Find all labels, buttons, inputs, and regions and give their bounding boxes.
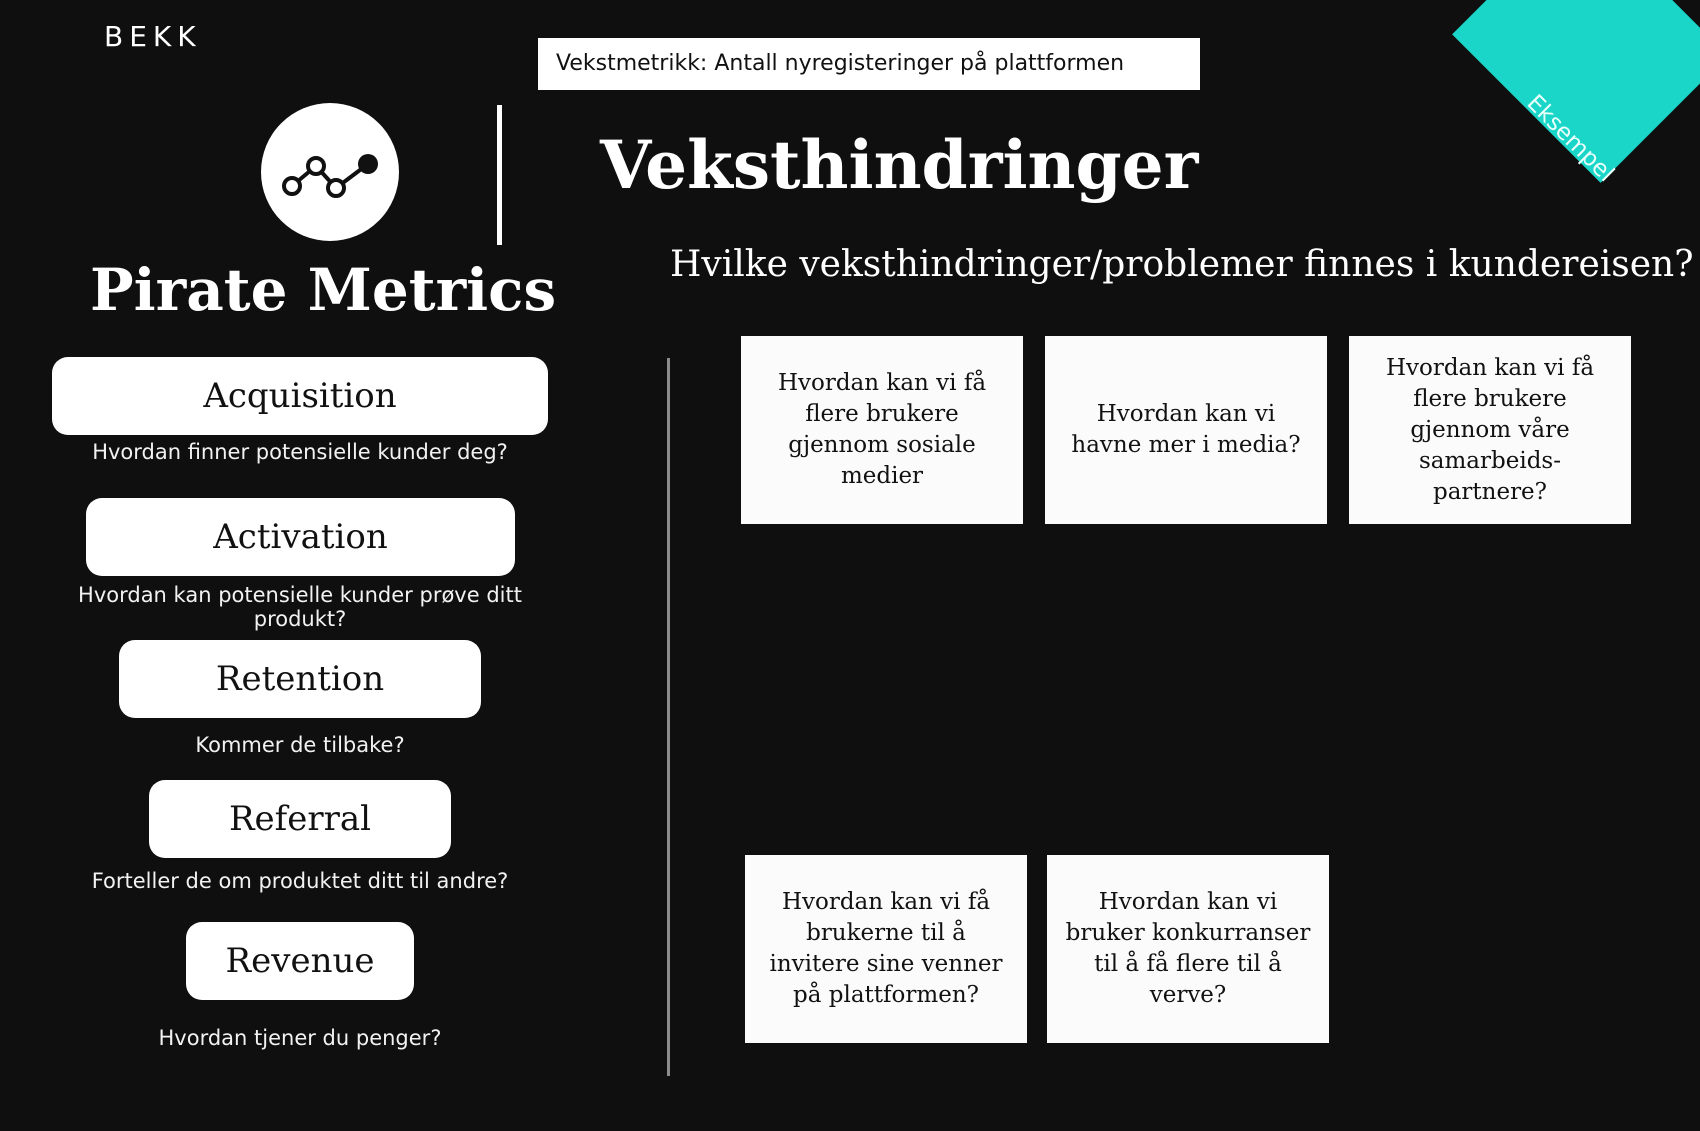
- stage-label: Retention: [215, 659, 385, 699]
- app-title: Pirate Metrics: [90, 256, 557, 324]
- stage-label: Revenue: [225, 941, 375, 981]
- stage-activation[interactable]: [86, 498, 515, 576]
- sticky-note[interactable]: Hvordan kan vi havne mer i media?: [1045, 336, 1327, 524]
- stage-referral-description: Forteller de om produktet ditt til andre?: [91, 869, 509, 893]
- sticky-note[interactable]: Hvordan kan vi bruker konkurranser til å få flere til å verve?: [1047, 855, 1329, 1043]
- section-divider: [667, 358, 670, 1076]
- metric-label-box: Vekstmetrikk: Antall nyregisteringer på plattformen: [538, 38, 1200, 90]
- stage-acquisition-description: Hvordan finner potensielle kunder deg?: [92, 440, 508, 464]
- page-title: Veksthindringer: [600, 126, 1199, 204]
- line-chart-icon: [280, 142, 380, 202]
- title-divider: [497, 105, 502, 245]
- bekk-logo: BEKK: [104, 20, 202, 53]
- sticky-note[interactable]: Hvordan kan vi få flere brukere gjennom våre samarbeids-partnere?: [1349, 336, 1631, 524]
- stage-revenue[interactable]: [186, 922, 414, 1000]
- section-question: Hvilke veksthindringer/problemer finnes i kundereisen?: [670, 244, 1694, 285]
- stage-acquisition[interactable]: [52, 357, 548, 435]
- stage-revenue-description: Hvordan tjener du penger?: [158, 1026, 442, 1050]
- stage-label: Acquisition: [203, 376, 397, 416]
- stage-referral[interactable]: [149, 780, 451, 858]
- example-badge-label: Eksempel: [1521, 90, 1619, 188]
- sticky-note[interactable]: Hvordan kan vi få flere brukere gjennom sosiale medier: [741, 336, 1023, 524]
- metric-circle: [261, 103, 399, 241]
- stage-retention[interactable]: [119, 640, 481, 718]
- stage-label: Referral: [228, 799, 372, 839]
- stage-activation-description: Hvordan kan potensielle kunder prøve ditt produkt?: [78, 583, 522, 631]
- sticky-note[interactable]: Hvordan kan vi få brukerne til å invitere sine venner på plattformen?: [745, 855, 1027, 1043]
- stage-retention-description: Kommer de tilbake?: [195, 733, 405, 757]
- stage-label: Activation: [213, 517, 388, 557]
